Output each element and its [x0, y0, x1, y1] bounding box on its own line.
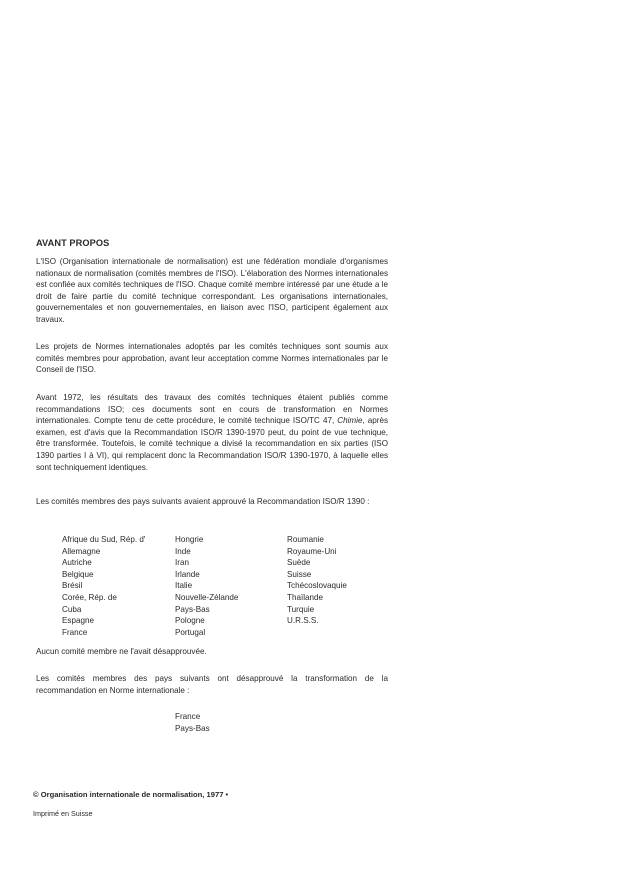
country-item: Pologne [175, 616, 205, 626]
paragraph-approvals: Les comités membres des pays suivants avaient approuvé la Recommandation ISO/R 1390 : [36, 497, 370, 506]
committee-name: Chimie [337, 416, 363, 426]
country-item: U.R.S.S. [287, 616, 319, 626]
country-item: Allemagne [62, 546, 101, 556]
section-heading: AVANT PROPOS [36, 238, 110, 248]
country-item: Thaïlande [287, 592, 323, 602]
country-item: Italie [175, 581, 193, 591]
country-item: Suède [287, 558, 311, 568]
copyright-notice: © Organisation internationale de normalisation, 1977 • [33, 790, 229, 799]
country-item: Belgique [62, 569, 94, 579]
country-item: Turquie [287, 604, 315, 614]
disapproving-countries-list [175, 711, 210, 734]
country-item: Corée, Rép. de [62, 592, 117, 602]
paragraph-drafts: Les projets de Normes internationales adoptés par les comités techniques sont soumis aux comités membres pour approbation, avant leur acceptation comme Normes internationales par le Conseil de l'ISO. [36, 342, 388, 375]
country-item: Royaume-Uni [287, 546, 337, 556]
country-item: Autriche [62, 558, 92, 568]
country-item: Cuba [62, 604, 82, 614]
country-item: Hongrie [175, 535, 204, 544]
country-item: Pays-Bas [175, 604, 210, 614]
country-item: Inde [175, 546, 191, 556]
country-item: Espagne [62, 616, 94, 626]
country-item: Irlande [175, 569, 200, 579]
country-item: Iran [175, 558, 189, 568]
paragraph-iso-intro: L'ISO (Organisation internationale de normalisation) est une fédération mondiale d'organismes nationaux de normalisation (comités membres de l'ISO). L'élaboration des Normes internationales est confiée aux comités techniques de l'ISO. Chaque comité membre intéressé par une étude a le droit de faire partie du comité technique correspondant. Les organisations internationales, gouvernementales et non gouvernementales, en liaison avec l'ISO, participent également aux travaux. [36, 257, 388, 324]
country-item: Suisse [287, 569, 312, 579]
paragraph-history-part-a: Avant 1972, les résultats des travaux des comités techniques étaient publiés comme recommandations ISO; ces documents sont en cours de transformation en Normes internationales. Compte tenu de cette procédure, le comité technique ISO/TC 47, [36, 393, 388, 426]
country-item: Portugal [175, 627, 206, 637]
approving-countries-column-3 [287, 534, 347, 627]
paragraph-history-part-b: , après examen, est d'avis que la Recommandation ISO/R 1390-1970 peut, du point de vue technique, être transformée. Toutefois, le comité technique a divisé la recommandation en six parties (ISO 1390 parties I à VI), qui remplacent donc la Recommandation ISO/R 1390-1970, à laquelle elles sont techniquement identiques. [36, 416, 388, 472]
paragraph-no-disapproval: Aucun comité membre ne l'avait désapprouvée. [36, 647, 207, 656]
printed-in-notice: Imprimé en Suisse [33, 809, 93, 818]
country-item: France [175, 712, 201, 721]
approving-countries-column-1 [62, 534, 145, 638]
country-item: Roumanie [287, 535, 324, 544]
paragraph-disapprovals: Les comités membres des pays suivants ont désapprouvé la transformation de la recommandation en Norme internationale : [36, 674, 388, 695]
country-item: Afrique du Sud, Rép. d' [62, 535, 146, 544]
country-item: France [62, 627, 88, 637]
country-item: Nouvelle-Zélande [175, 592, 239, 602]
approving-countries-column-2 [175, 534, 238, 638]
country-item: Brésil [62, 581, 83, 591]
country-item: Tchécoslovaquie [287, 581, 347, 591]
paragraph-history [36, 392, 388, 473]
country-item: Pays-Bas [175, 723, 210, 733]
